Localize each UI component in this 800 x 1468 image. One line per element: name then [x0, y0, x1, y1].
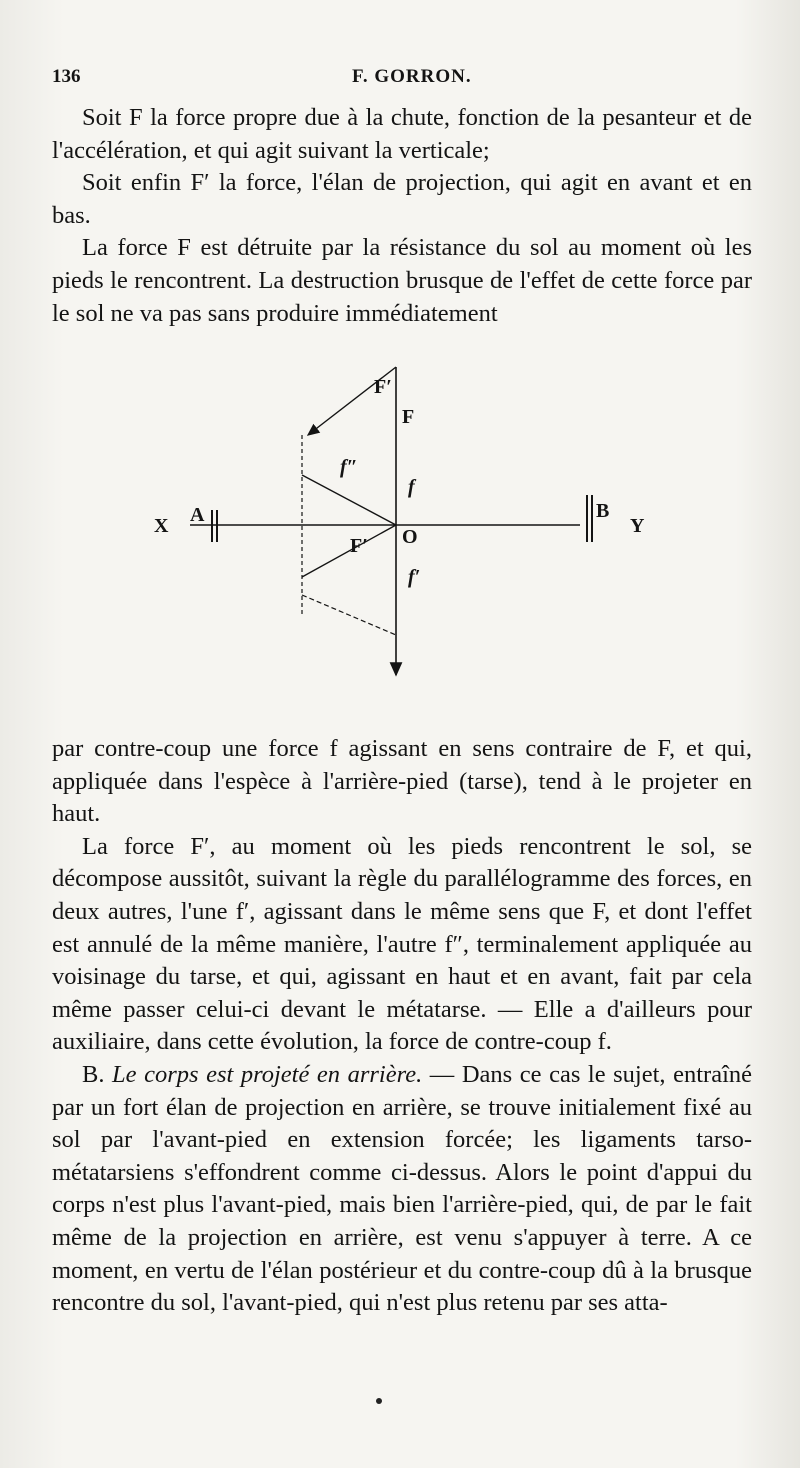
force-f-double-line — [302, 475, 396, 525]
section-title: Le corps est projeté en arrière. — [112, 1060, 423, 1088]
paragraph: La force F est détruite par la résistance du sol au moment où les pieds le rencontrent. La destruction brusque de l'effet de cette force par le sol ne va pas sans produire immédiatement — [52, 234, 752, 327]
page-header — [52, 66, 752, 90]
label-b: B — [596, 500, 610, 522]
dashed-diagonal — [302, 595, 396, 635]
label-f-prime: F′ — [374, 376, 392, 398]
section-label: B. — [82, 1060, 105, 1088]
text-block-top — [52, 102, 752, 330]
paragraph: par contre-coup une force f agissant en sens contraire de F, et qui, appliquée dans l'espèce à l'arrière-pied (tarse), tend à le projeter en haut. — [52, 735, 752, 828]
paragraph: La force F′, au moment où les pieds rencontrent le sol, se décompose aussitôt, suivant la règle du parallélogramme des forces, en deux autres, l'une f′, agissant dans le même sens que F, et dont l'effet est annulé de la même manière, l'autre f″, terminalement appliquée au voisinage du tarse, et qui, agissant en haut et en avant, fait par cela même passer celui-ci devant le métatarse. — Elle a d'ailleurs pour auxiliaire, dans cette évolution, la force de contre-coup f. — [52, 832, 752, 1056]
section-body: — Dans ce cas le sujet, entraîné par un fort élan de projection en arrière, se trouve initialement fixé au sol par l'avant-pied en extension forcée; les ligaments tarso-métatarsiens s'effondrent comme ci-dessus. Alors le point d'appui du corps n'est plus l'avant-pied, mais bien l'arrière-pied, qui, de par le fait même de la projection en arrière, est venu s'appuyer à terre. A ce moment, en vertu de l'élan postérieur et du contre-coup dû à la brusque rencontre du sol, l'avant-pied, qui n'est plus retenu par ses atta- — [52, 1060, 753, 1317]
running-head: F. GORRON. — [352, 66, 472, 87]
text-block-bottom — [52, 733, 752, 1320]
page-number: 136 — [52, 66, 81, 87]
label-a: A — [190, 504, 205, 526]
label-x: X — [154, 515, 169, 537]
paragraph: Soit enfin F′ la force, l'élan de projection, qui agit en avant et en bas. — [52, 169, 752, 229]
label-f-prime-small: f′ — [408, 566, 421, 588]
paragraph-b — [52, 1059, 752, 1320]
force-f-prime-lower-line — [302, 525, 396, 577]
label-o: O — [402, 526, 418, 548]
paragraph: Soit F la force propre due à la chute, fonction de la pesanteur et de l'accélération, et qui agit suivant la verticale; — [52, 104, 752, 164]
label-f-top: F — [402, 406, 415, 428]
force-diagram-svg — [150, 345, 670, 695]
force-diagram — [150, 345, 670, 695]
label-f: f — [408, 476, 415, 498]
page-mark — [376, 1398, 382, 1404]
label-y: Y — [630, 515, 645, 537]
label-f-double: f″ — [340, 456, 358, 478]
label-f-prime-lower: F′ — [350, 535, 368, 557]
